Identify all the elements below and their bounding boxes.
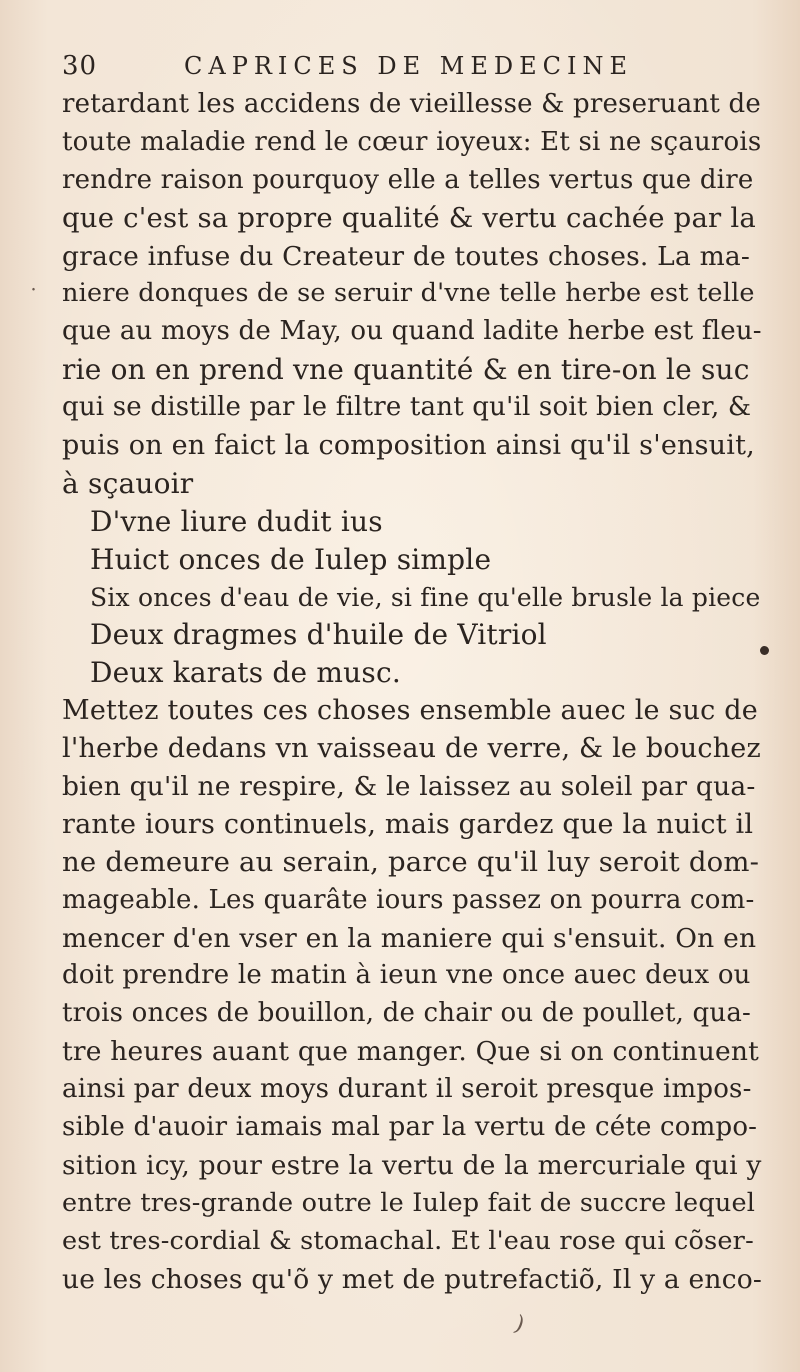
text-line: mageable. Les quarâte iours passez on pourra com- <box>62 884 755 915</box>
text-line: est tres-cordial & stomachal. Et l'eau rose qui cõser- <box>62 1225 754 1256</box>
text-line: tre heures auant que manger. Que si on continuent <box>62 1036 759 1068</box>
text-line: ue les choses qu'õ y met de putrefactiõ, Il y a enco- <box>62 1263 762 1295</box>
text-line: entre tres-grande outre le Iulep fait de succre lequel <box>62 1187 756 1218</box>
text-line: ne demeure au serain, parce qu'il luy seroit dom- <box>62 845 760 878</box>
text-line: Deux karats de musc. <box>90 656 401 690</box>
text-line: sible d'auoir iamais mal par la vertu de céte compo- <box>62 1112 758 1143</box>
text-line: que au moys de May, ou quand ladite herbe est fleu- <box>62 316 762 347</box>
text-line: trois onces de bouillon, de chair ou de poullet, qua- <box>62 998 751 1029</box>
margin-mark: ) <box>510 1311 528 1338</box>
text-line: D'vne liure dudit ius <box>90 504 383 538</box>
text-line: toute maladie rend le cœur ioyeux: Et si ne sçaurois <box>62 126 762 157</box>
text-line: rante iours continuels, mais gardez que la nuict il <box>62 808 754 840</box>
text-line: Mettez toutes ces choses ensemble auec le suc de <box>62 695 758 727</box>
body-text <box>62 86 762 1299</box>
text-line: grace infuse du Createur de toutes choses. La ma- <box>62 240 751 272</box>
text-line: Six onces d'eau de vie, si fine qu'elle brusle la piece <box>90 582 761 612</box>
text-line: puis on en faict la composition ainsi qu'il s'ensuit, <box>62 430 755 462</box>
text-line: ainsi par deux moys durant il seroit presque impos- <box>62 1074 752 1105</box>
page-number: 30 <box>62 51 98 81</box>
margin-mark: ˙ <box>28 286 39 311</box>
running-title: CAPRICES DE MEDECINE <box>184 52 633 80</box>
text-line: Deux dragmes d'huile de Vitriol <box>90 618 547 652</box>
text-line: retardant les accidens de vieillesse & preseruant de <box>62 89 761 119</box>
text-line: rie on en prend vne quantité & en tire-on le suc <box>62 353 750 387</box>
text-line: niere donques de se seruir d'vne telle herbe est telle <box>62 278 755 309</box>
text-line: Huict onces de Iulep simple <box>90 542 492 576</box>
text-line: rendre raison pourquoy elle a telles vertus que dire <box>62 164 754 195</box>
page-header <box>62 46 762 86</box>
text-line: l'herbe dedans vn vaisseau de verre, & le bouchez <box>62 733 761 765</box>
ink-speck <box>760 646 769 655</box>
text-line: bien qu'il ne respire, & le laissez au soleil par qua- <box>62 771 756 803</box>
text-line: mencer d'en vser en la maniere qui s'ensuit. On en <box>62 922 757 954</box>
text-line: qui se distille par le filtre tant qu'il soit bien cler, & <box>62 392 752 423</box>
text-line: à sçauoir <box>62 466 194 500</box>
text-line: doit prendre le matin à ieun vne once auec deux ou <box>62 960 751 991</box>
text-line: que c'est sa propre qualité & vertu cachée par la <box>62 201 756 234</box>
text-line: sition icy, pour estre la vertu de la mercuriale qui y <box>62 1149 762 1181</box>
